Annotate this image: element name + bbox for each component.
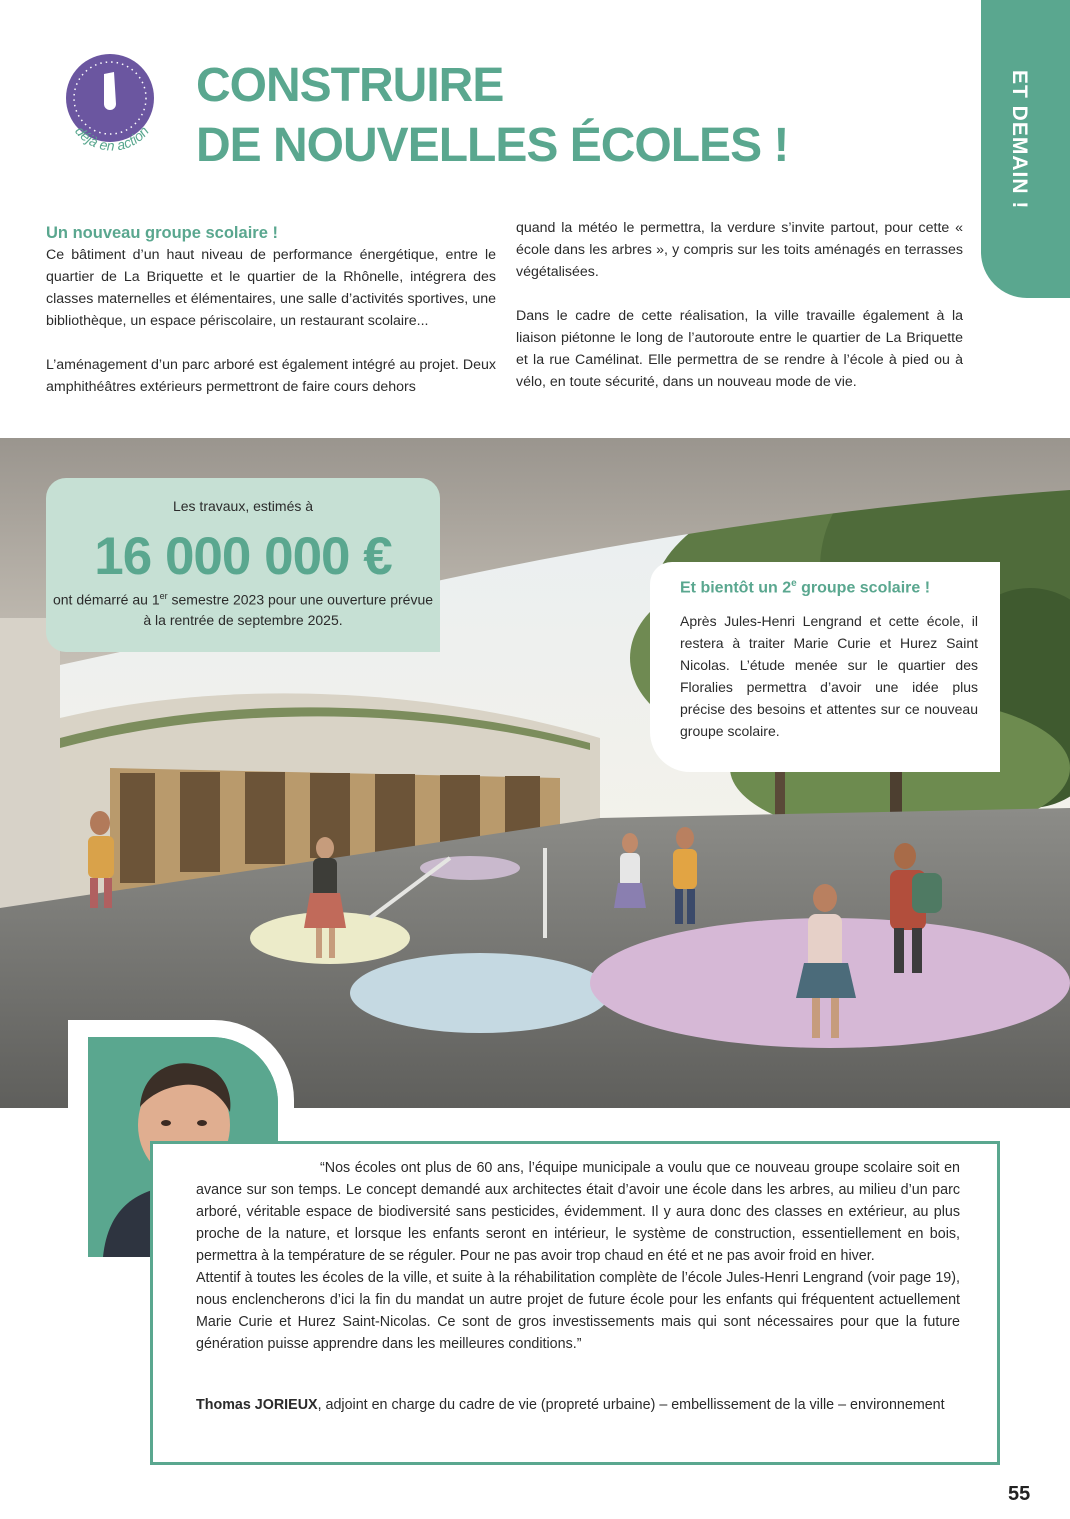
quote-signature — [196, 1394, 966, 1416]
cost-amount: 16 000 000 € — [94, 527, 392, 586]
cost-callout — [46, 478, 440, 652]
gauge-icon — [104, 72, 116, 110]
cost-intro: Les travaux, estimés à — [172, 498, 314, 514]
quote-author-role: , adjoint en charge du cadre de vie (propreté urbaine) – embellissement de la ville – environnement — [317, 1397, 945, 1413]
page-title — [196, 56, 788, 176]
section-tab-label: ET DEMAIN ! — [1008, 70, 1031, 210]
section-tab — [981, 0, 1070, 298]
second-school-callout — [650, 562, 1000, 772]
title-line-2: DE NOUVELLES ÉCOLES ! — [196, 119, 789, 172]
page-number: 55 — [1008, 1483, 1031, 1505]
intro-subheading: Un nouveau groupe scolaire ! — [46, 224, 278, 242]
quote-text — [196, 1157, 960, 1355]
deja-en-action-badge — [54, 52, 170, 168]
intro-left-column — [46, 222, 496, 398]
badge-label: déjà en action — [72, 122, 152, 154]
second-school-title: Et bientôt un 2e groupe scolaire ! — [680, 578, 931, 597]
intro-paragraph-4: Dans le cadre de cette réalisation, la ville travaille également à la liaison piétonne le long de l’autoroute entre le quartier de La Briquette et la rue Camélinat. Elle permettra de se rendre à l’école à pied ou à vélo, en toute sécurité, dans un nouveau mode de vie. — [516, 308, 963, 390]
title-line-1: CONSTRUIRE — [196, 59, 504, 112]
intro-right-column — [516, 217, 963, 393]
quote-paragraph-1: “Nos écoles ont plus de 60 ans, l’équipe municipale a voulu que ce nouveau groupe scolaire soit en avance sur son temps. Le concept demandé aux architectes était d’avoir une école dans les arbres, au milieu d’un parc arboré, véritable espace de biodiversité sans pesticides, évidemment. Il y aura donc des classes en extérieur, au plus proche de la nature, et lorsque les enfants seront en intérieur, le système de construction, essentiellement en bois, permettra à la température de se réguler. Pour ne pas avoir trop chaud en été et ne pas avoir froid en hiver. — [196, 1160, 960, 1264]
quote-paragraph-2: Attentif à toutes les écoles de la ville, et suite à la réhabilitation complète de l’école Jules-Henri Lengrand (voir page 19), nous enclencherons d’ici la fin du mandat un autre projet de future école pour les enfants qui fréquentent actuellement Marie Curie et Hurez Saint-Nicolas. Ce sont de gros investissements mais qui sont nécessaires pour que la future génération puisse apprendre dans les meilleures conditions.” — [196, 1270, 960, 1352]
intro-paragraph-3: quand la météo le permettra, la verdure s’invite partout, pour cette « école dans les arbres », y compris sur les toits aménagés en terrasses végétalisées. — [516, 220, 963, 280]
intro-paragraph-2: L’aménagement d’un parc arboré est également intégré au projet. Deux amphithéâtres extérieurs permettront de faire cours dehors — [46, 357, 496, 395]
intro-paragraph-1: Ce bâtiment d’un haut niveau de performance énergétique, entre le quartier de La Briquette et le quartier de la Rhônelle, intégrera des classes maternelles et élémentaires, une salle d’activités sportives, une bibliothèque, un espace périscolaire, un restaurant scolaire... — [46, 247, 496, 329]
quote-author: Thomas JORIEUX — [196, 1397, 318, 1413]
cost-details: ont démarré au 1er semestre 2023 pour une ouverture prévue à la rentrée de septembre 2025. — [52, 591, 434, 628]
second-school-text: Après Jules-Henri Lengrand et cette école, il restera à traiter Marie Curie et Hurez Saint Nicolas. L’étude menée sur le quartier des Floralies permettra d’avoir une idée plus précise des besoins et attentes sur ce nouveau groupe scolaire. — [680, 613, 978, 739]
